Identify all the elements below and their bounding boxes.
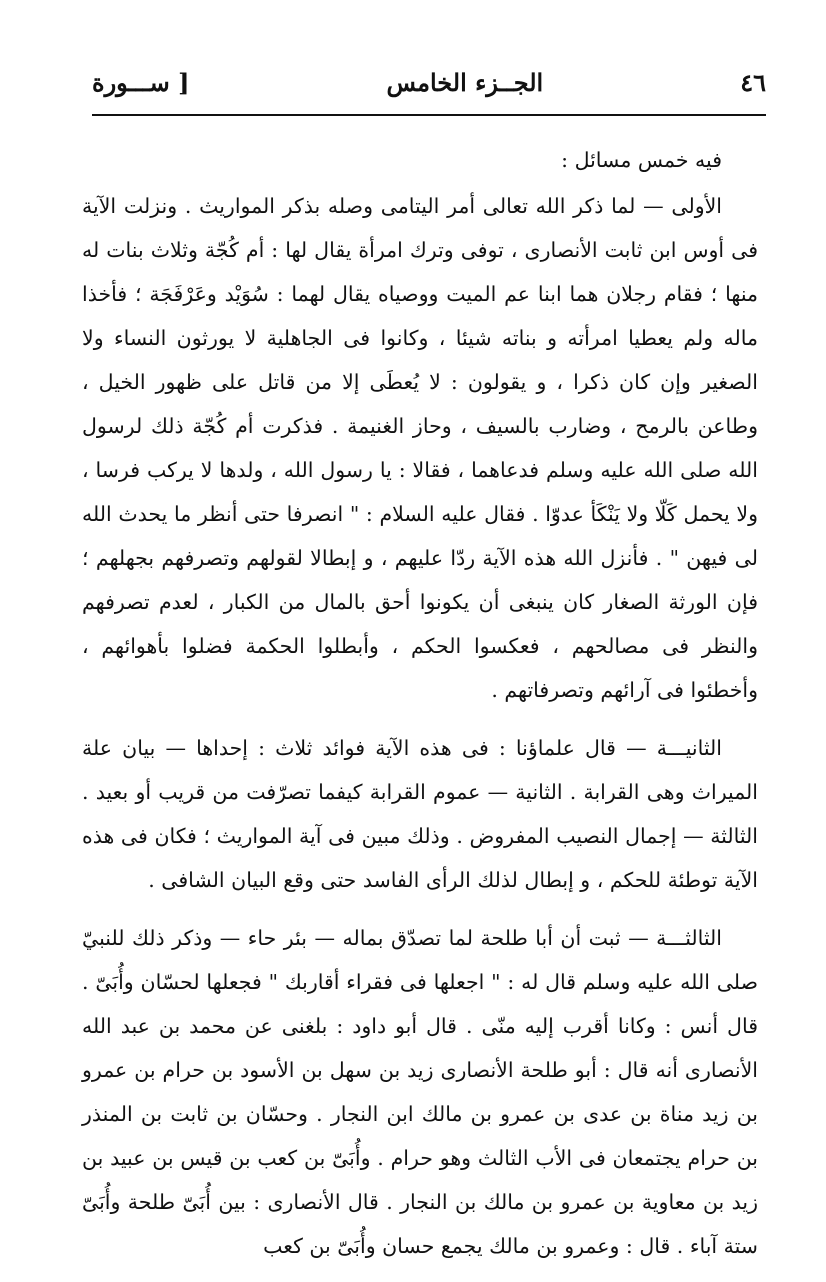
paragraph-third-issue: الثالثـــة — ثبت أن أبا طلحة لما تصدّق بماله — بئر حاء — وذكر ذلك للنبيّ صلى الله عليه وسلم قال له : " اجعلها فى فقراء أقاربك " فجعلها لحسّان وأُبَىّ . قال أنس : وكانا أقرب إليه منّى . قال أبو داود : بلغنى عن محمد بن عبد الله الأنصارى أنه قال : أبو طلحة الأنصارى زيد بن سهل بن الأسود بن حرام بن عمرو بن زيد مناة بن عدى بن عمرو بن مالك ابن النجار . وحسّان بن ثابت بن المنذر بن حرام يجتمعان فى الأب الثالث وهو حرام . وأُبَىّ بن كعب بن قيس بن عبيد بن زيد بن معاوية بن عمرو بن مالك بن النجار . قال الأنصارى : بين أُبَىّ طلحة وأُبَىّ ستة آباء . قال : وعمرو بن مالك يجمع حسان وأُبَىّ بن كعب bbox=[82, 926, 758, 1258]
header-rule bbox=[92, 114, 766, 116]
page-number: ٤٦ bbox=[740, 67, 766, 97]
page-header bbox=[92, 62, 766, 102]
paragraph-first-issue: الأولى — لما ذكر الله تعالى أمر اليتامى وصله بذكر المواريث . ونزلت الآية فى أوس ابن ثابت الأنصارى ، توفى وترك امرأة يقال لها : أم كُجّة وثلاث بنات له منها ؛ فقام رجلان هما ابنا عم الميت ووصياه يقال لهما : سُوَيْد وعَرْفَجَة ؛ فأخذا ماله ولم يعطيا امرأته و بناته شيئا ، وكانوا فى الجاهلية لا يورثون النساء ولا الصغير وإن كان ذكرا ، و يقولون : لا يُعطَى إلا من قاتل على ظهور الخيل ، وطاعن بالرمح ، وضارب بالسيف ، وحاز الغنيمة . فذكرت أم كُجّة ذلك لرسول الله صلى الله عليه وسلم فدعاهما ، فقالا : يا رسول الله ، ولدها لا يركب فرسا ، ولا يحمل كَلّا ولا يَنْكَأ عدوّا . فقال عليه السلام : " انصرفا حتى أنظر ما يحدث الله لى فيهن " . فأنزل الله هذه الآية ردّا عليهم ، و إبطالا لقولهم وتصرفهم بجهلهم ؛ فإن الورثة الصغار كان ينبغى أن يكونوا أحق بالمال من الكبار ، لعدم تصرفهم والنظر فى مصالحهم ، فعكسوا الحكم ، وأبطلوا الحكمة فضلوا بأهوائهم ، وأخطئوا فى آرائهم وتصرفاتهم . bbox=[82, 194, 758, 702]
section-label: [ ســـورة bbox=[92, 67, 190, 97]
running-title: الجــزء الخامس bbox=[386, 67, 544, 97]
page-body bbox=[82, 138, 758, 1282]
intro-line: فيه خمس مسائل : bbox=[561, 148, 722, 172]
paragraph-second-issue: الثانيـــة — قال علماؤنا : فى هذه الآية فوائد ثلاث : إحداها — بيان علة الميراث وهى القرابة . الثانية — عموم القرابة كيفما تصرّفت من قريب أو بعيد . الثالثة — إجمال النصيب المفروض . وذلك مبين فى آية المواريث ؛ فكان فى هذه الآية توطئة للحكم ، و إبطال لذلك الرأى الفاسد حتى وقع البيان الشافى . bbox=[82, 736, 758, 892]
